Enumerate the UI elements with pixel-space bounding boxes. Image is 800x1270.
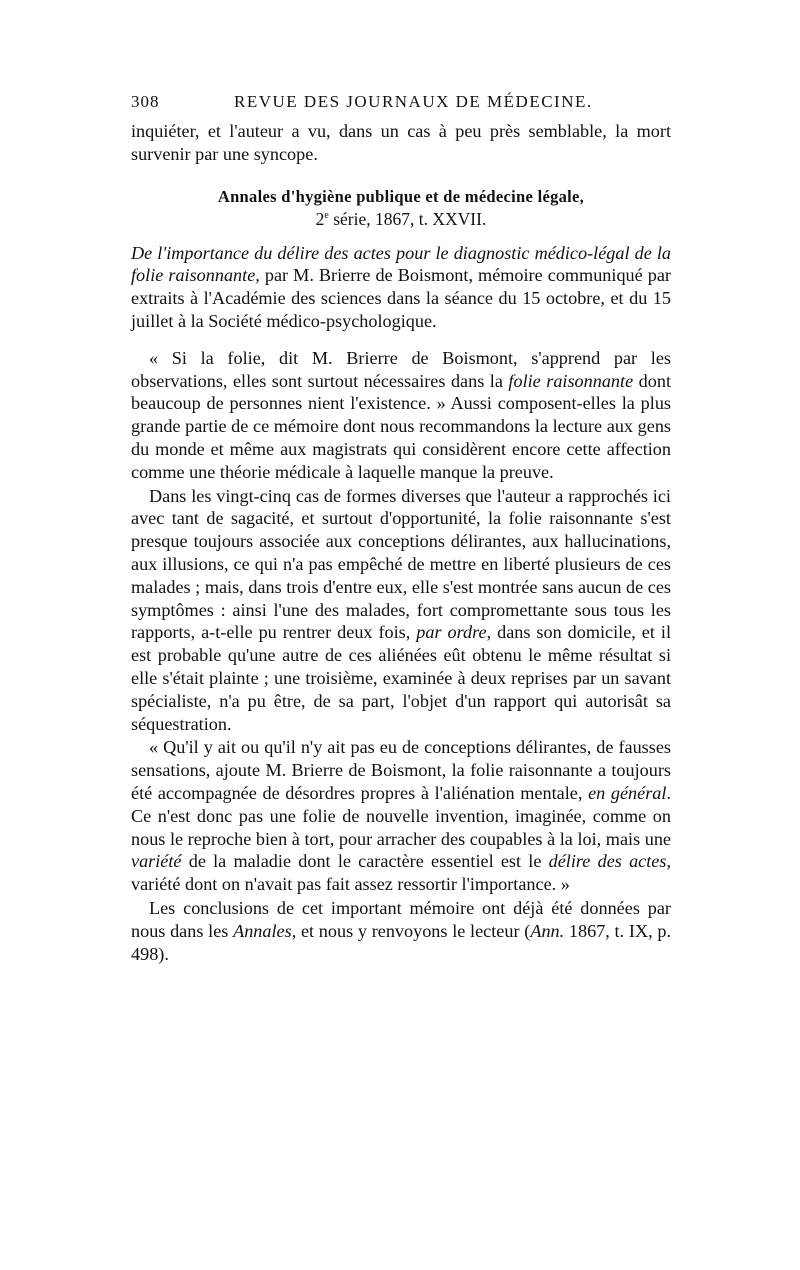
- paragraph-2: [131, 485, 671, 736]
- p4-text-e: 1867, t. IX, p. 498).: [131, 920, 671, 964]
- p1-text-c: dont beaucoup de personnes nient l'existence. » Aussi composent-elles la plus grande partie de ce mémoire dont nous recommandons la lecture aux gens du monde et même aux magistrats qui considèrent encore cette affection comme une théorie médicale à laquelle manque la preuve.: [131, 370, 671, 482]
- series-superscript: e: [324, 209, 329, 221]
- journal-title: Annales d'hygiène publique et de médecine légale,: [217, 186, 585, 206]
- p2-text-c: , dans son domicile, et il est probable qu'une autre de ces aliénées eût obtenu le même résultat si elle s'était plainte ; une troisième, examinée à deux reprises par un savant spécialiste, n'a pu être, de sa part, l'objet d'un rapport qui autorisât sa séquestration.: [131, 622, 671, 734]
- p3-text-c: . Ce n'est donc pas une folie de nouvelle invention, imaginée, comme on nous le reproche bien à tort, pour arracher des coupables à la loi, mais une: [131, 782, 671, 849]
- p1-text-a: « Si la folie, dit M. Brierre de Boismont, s'apprend par les observations, elles sont surtout nécessaires dans la: [131, 347, 671, 391]
- paragraph-4: [131, 897, 671, 965]
- p3-italic-3: délire des actes: [548, 851, 667, 872]
- p4-text-a: Les conclusions de cet important mémoire ont déjà été données par nous dans les: [131, 897, 671, 941]
- paragraph-3: [131, 736, 671, 896]
- page-number: 308: [131, 92, 160, 111]
- p4-italic-1: Annales: [233, 920, 292, 941]
- article-byline: par M. Brierre de Boismont, mémoire communiqué par extraits à l'Académie des sciences dans la séance du 15 octobre, et du 15 juillet à la Société médico-psychologique.: [131, 265, 671, 331]
- p3-text-g: , variété dont on n'avait pas fait assez ressortir l'importance. »: [131, 851, 671, 895]
- paragraph-1: [131, 347, 671, 484]
- page-header: [131, 92, 671, 116]
- p3-text-a: « Qu'il y ait ou qu'il n'y ait pas eu de conceptions délirantes, de fausses sensations, ajoute M. Brierre de Boismont, la folie raisonnante a toujours été accompagnée de désordres propres à l'aliénation mentale,: [131, 737, 671, 803]
- journal-citation: [131, 208, 671, 230]
- p2-text-a: Dans les vingt-cinq cas de formes diverses que l'auteur a rapprochés ici avec tant de sagacité, et surtout d'opportunité, la folie raisonnante s'est presque toujours associée aux conceptions délirantes, aux hallucinations, aux illusions, ce qui n'a pas empêché de mettre en liberté plusieurs de ces malades ; mais, dans trois d'entre eux, elle s'est montrée sans aucun de ces symptômes : ainsi l'une des malades, fort compromettante sous tous les rapports, a-t-elle pu rentrer deux fois,: [131, 485, 671, 643]
- p4-text-c: , et nous y renvoyons le lecteur (: [291, 920, 531, 941]
- series-details: série, 1867, t. XXVII.: [328, 208, 487, 229]
- p3-text-e: de la maladie dont le caractère essentiel est le: [181, 851, 549, 872]
- p3-italic-1: en général: [588, 782, 667, 803]
- series-number: 2: [315, 208, 325, 229]
- p3-italic-2: variété: [131, 851, 182, 872]
- article-title-paragraph: [131, 242, 671, 333]
- running-title: REVUE DES JOURNAUX DE MÉDECINE.: [234, 92, 593, 111]
- article-title: De l'importance du délire des actes pour le diagnostic médico-légal de la folie raisonnante,: [131, 242, 671, 286]
- p4-italic-2: Ann.: [530, 920, 565, 941]
- p1-italic: folie raisonnante: [508, 370, 634, 391]
- p2-italic: par ordre: [416, 622, 487, 643]
- journal-heading: [131, 186, 671, 230]
- continuation-paragraph: inquiéter, et l'auteur a vu, dans un cas à peu près semblable, la mort survenir par une syncope.: [131, 121, 671, 164]
- book-page: [131, 92, 671, 965]
